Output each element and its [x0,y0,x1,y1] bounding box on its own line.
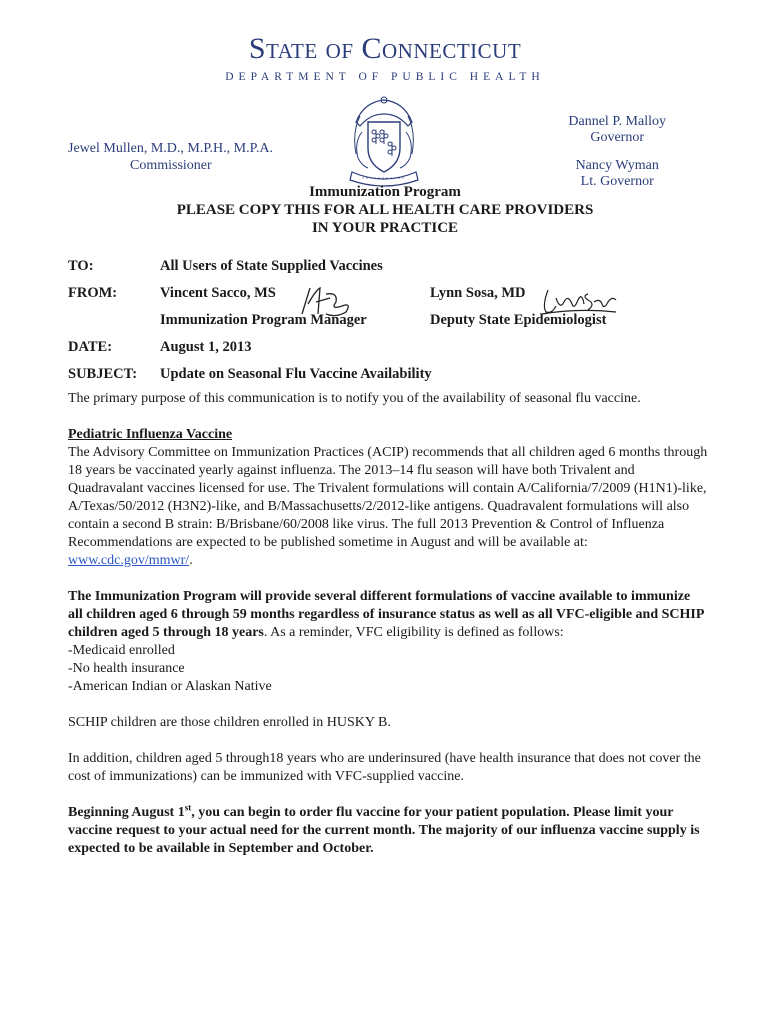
commissioner-name: Jewel Mullen, M.D., M.P.H., M.P.A. [68,141,273,156]
list-item: -American Indian or Alaskan Native [68,679,272,694]
program-heading [0,183,770,237]
department-name: DEPARTMENT OF PUBLIC HEALTH [225,71,545,83]
lt-governor-name: Nancy Wyman [575,158,659,173]
governor-name: Dannel P. Malloy [568,114,666,129]
from-label: FROM: [68,285,118,301]
program-name: Immunization Program [309,184,461,200]
from1-name: Vincent Sacco, MS [160,285,276,301]
governor-title: Governor [590,130,645,145]
subject-label: SUBJECT: [68,366,138,382]
date-value: August 1, 2013 [160,339,252,355]
letter-body [68,390,708,858]
section-title: Pediatric Influenza Vaccine [68,427,233,442]
from2-name: Lynn Sosa, MD [430,285,526,301]
state-seal-icon [334,92,434,192]
schip-paragraph: SCHIP children are those children enrolled in HUSKY B. [68,715,391,730]
intro-paragraph: The primary purpose of this communication is to notify you of the availability of seasonal flu vaccine. [68,391,641,406]
to-label: TO: [68,258,94,274]
signature-sacco-icon [296,284,356,322]
underinsured-paragraph: In addition, children aged 5 through18 years who are underinsured (have health insurance that does not cover the cost of immunizations) can be immunized with VFC-supplied vaccine. [68,751,701,784]
cdc-mmwr-link[interactable]: www.cdc.gov/mmwr/ [68,553,190,568]
ordering-paragraph: Beginning August 1st, you can begin to order flu vaccine for your patient population. Please limit your vaccine request to your actual need for the current month. The majority of our influenza vaccine supply is expected to be available in September and October. [68,802,700,856]
date-label: DATE: [68,339,113,355]
copy-notice-line2: IN YOUR PRACTICE [311,220,459,236]
acip-paragraph: The Advisory Committee on Immunization Practices (ACIP) recommends that all children aged 6 months through 18 years be vaccinated yearly against influenza. The 2013–14 flu season will have both Trivalent and Quadravalant vaccines licensed for use. The Trivalent formulations will contain A/California/7/2009 (H1N1)-like, A/Texas/50/2012 (H3N2)-like, and B/Massachusetts/2/2012-like antigens. Quadravalent formulations will also contain a second B strain: B/Brisbane/60/2008 like virus. The full 2013 Prevention & Control of Influenza Recommendations are expected to be published sometime in August and will be available at: www.cdc.gov/mmwr/. [68,445,708,568]
formulations-paragraph: The Immunization Program will provide several different formulations of vaccine available to immunize all children aged 6 through 59 months regardless of insurance status as well as all VFC-eligible and SCHIP children aged 5 through 18 years. As a reminder, VFC eligibility is defined as follows: [68,589,704,640]
lt-governor-title: Lt. Governor [580,174,654,189]
copy-notice-line1: PLEASE COPY THIS FOR ALL HEALTH CARE PROVIDERS [176,202,594,218]
commissioner-block [68,140,273,174]
from1-title: Immunization Program Manager [160,312,367,328]
state-title: State of Connecticut [248,32,522,65]
from2-title: Deputy State Epidemiologist [430,312,607,328]
signature-sosa-icon [538,284,618,318]
to-value: All Users of State Supplied Vaccines [160,258,383,274]
list-item: -No health insurance [68,661,185,676]
officials-block [568,114,666,190]
subject-value: Update on Seasonal Flu Vaccine Availability [160,366,432,382]
commissioner-title: Commissioner [130,158,212,173]
list-item: -Medicaid enrolled [68,643,175,658]
